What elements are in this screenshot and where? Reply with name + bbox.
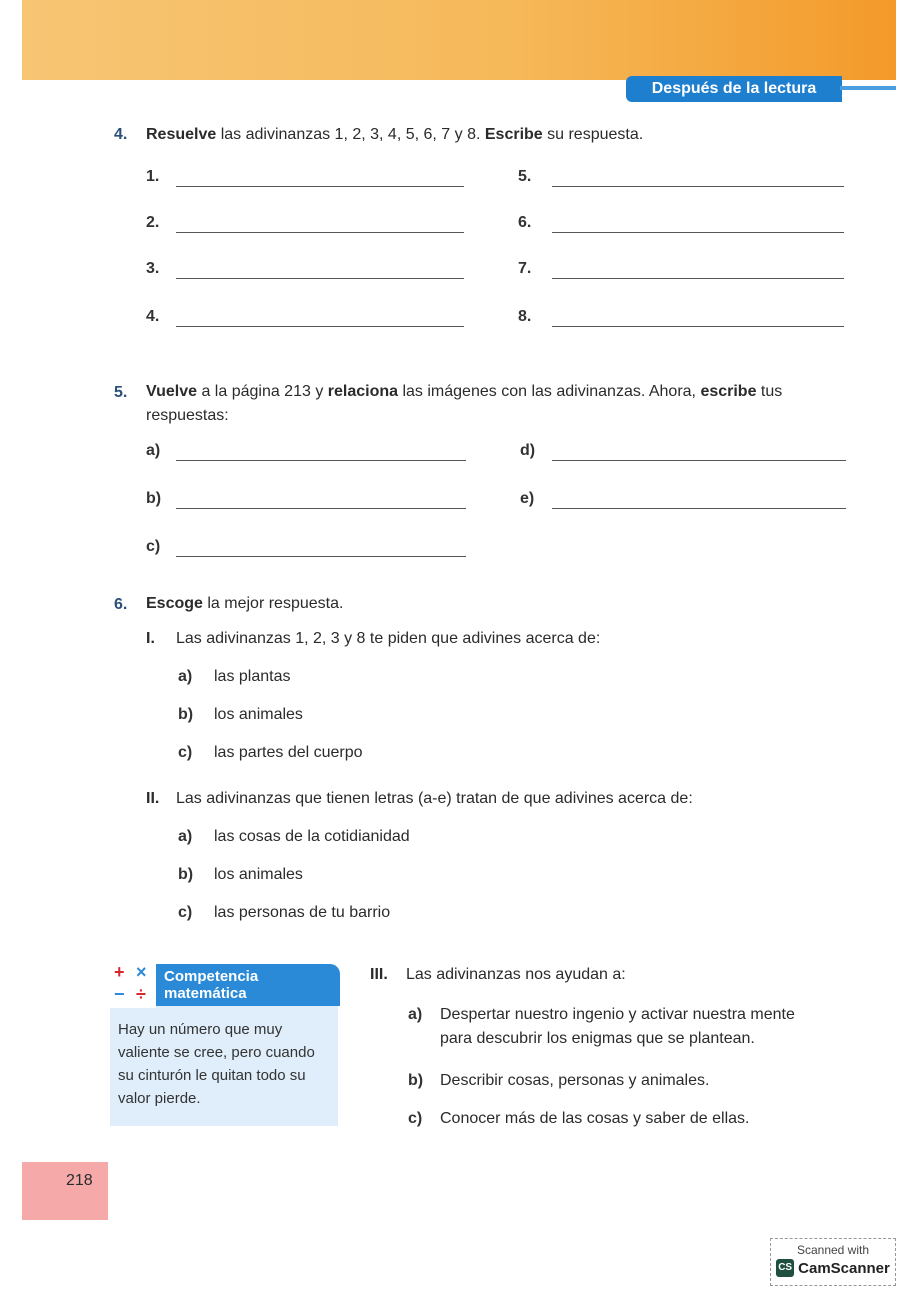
camscanner-brand bbox=[771, 1259, 895, 1277]
answer-label: 5. bbox=[518, 168, 532, 185]
option-letter: c) bbox=[408, 1110, 423, 1127]
answer-line[interactable] bbox=[176, 556, 466, 557]
q6-part-iii-numeral: III. bbox=[370, 966, 388, 983]
answer-label: 2. bbox=[146, 214, 160, 231]
answer-line[interactable] bbox=[552, 508, 846, 509]
option-letter: c) bbox=[178, 904, 193, 921]
answer-line[interactable] bbox=[552, 278, 844, 279]
option-text: los animales bbox=[214, 866, 303, 883]
q5-instruction bbox=[146, 380, 782, 404]
q4-text2: su respuesta. bbox=[542, 126, 644, 143]
q4-number: 4. bbox=[114, 126, 128, 143]
competencia-title-line2: matemática bbox=[164, 985, 247, 1002]
plus-icon: + bbox=[114, 962, 125, 982]
page-number: 218 bbox=[66, 1172, 93, 1189]
q4-verb2: Escribe bbox=[484, 126, 543, 143]
q5-verb1: Vuelve bbox=[146, 383, 197, 400]
q6-part-ii-numeral: II. bbox=[146, 790, 160, 807]
times-icon: × bbox=[136, 962, 147, 982]
divide-icon: ÷ bbox=[136, 984, 146, 1004]
answer-line[interactable] bbox=[552, 460, 846, 461]
option-text-line1: Despertar nuestro ingenio y activar nuestra mente bbox=[440, 1006, 795, 1023]
page-number-tab bbox=[22, 1162, 108, 1220]
q6-part-i-numeral: I. bbox=[146, 630, 155, 647]
option-letter: a) bbox=[408, 1006, 423, 1023]
header-band bbox=[22, 0, 896, 80]
answer-line[interactable] bbox=[176, 326, 464, 327]
answer-line[interactable] bbox=[552, 326, 844, 327]
answer-line[interactable] bbox=[552, 232, 844, 233]
q5-verb2: relaciona bbox=[327, 383, 399, 400]
q6-number: 6. bbox=[114, 596, 128, 613]
q6-iii-option-a[interactable] bbox=[408, 1004, 868, 1050]
answer-label: 8. bbox=[518, 308, 532, 325]
answer-label: 4. bbox=[146, 308, 160, 325]
option-text: las partes del cuerpo bbox=[214, 744, 363, 761]
q5-text1: a la página 213 y bbox=[197, 383, 328, 400]
answer-label: d) bbox=[520, 442, 536, 459]
answer-label: b) bbox=[146, 490, 162, 507]
camscanner-logo-icon: CS bbox=[776, 1259, 794, 1277]
answer-line[interactable] bbox=[176, 460, 466, 461]
minus-icon: − bbox=[114, 984, 125, 1004]
option-text: las cosas de la cotidianidad bbox=[214, 828, 410, 845]
q4-verb1: Resuelve bbox=[146, 126, 217, 143]
answer-label: 3. bbox=[146, 260, 160, 277]
q4-instruction bbox=[146, 123, 643, 147]
answer-label: a) bbox=[146, 442, 161, 459]
q6-text: la mejor respuesta. bbox=[202, 595, 344, 612]
answer-label: 1. bbox=[146, 168, 160, 185]
q5-instruction-line2: respuestas: bbox=[146, 407, 229, 424]
q5-number: 5. bbox=[114, 384, 128, 401]
q5-verb3: escribe bbox=[700, 383, 757, 400]
option-text: las personas de tu barrio bbox=[214, 904, 391, 921]
competencia-header bbox=[140, 964, 340, 1006]
option-letter: a) bbox=[178, 668, 193, 685]
camscanner-watermark bbox=[770, 1238, 896, 1286]
option-text: las plantas bbox=[214, 668, 291, 685]
math-symbols-icon bbox=[110, 962, 156, 1008]
q6-part-i-prompt: Las adivinanzas 1, 2, 3 y 8 te piden que adivines acerca de: bbox=[176, 630, 601, 647]
option-text: Describir cosas, personas y animales. bbox=[440, 1072, 710, 1089]
option-letter: b) bbox=[178, 866, 194, 883]
answer-line[interactable] bbox=[176, 278, 464, 279]
q6-part-iii-prompt: Las adivinanzas nos ayudan a: bbox=[406, 966, 626, 983]
q6-part-ii-prompt: Las adivinanzas que tienen letras (a-e) tratan de que adivines acerca de: bbox=[176, 790, 693, 807]
competencia-riddle: Hay un número que muy valiente se cree, pero cuando su cinturón le quitan todo su valor pierde. bbox=[118, 1021, 315, 1107]
answer-label: 6. bbox=[518, 214, 532, 231]
answer-line[interactable] bbox=[176, 508, 466, 509]
answer-label: 7. bbox=[518, 260, 532, 277]
q6-verb: Escoge bbox=[146, 595, 203, 612]
answer-line[interactable] bbox=[176, 232, 464, 233]
option-letter: c) bbox=[178, 744, 193, 761]
competencia-title-line1: Competencia bbox=[164, 968, 259, 985]
option-letter: a) bbox=[178, 828, 193, 845]
q5-text3: tus bbox=[756, 383, 783, 400]
camscanner-name: CamScanner bbox=[798, 1259, 890, 1277]
tab-tail bbox=[840, 86, 896, 90]
q4-text1: las adivinanzas 1, 2, 3, 4, 5, 6, 7 y 8. bbox=[216, 126, 485, 143]
option-letter: b) bbox=[178, 706, 194, 723]
option-letter: b) bbox=[408, 1072, 424, 1089]
answer-label: c) bbox=[146, 538, 161, 555]
answer-line[interactable] bbox=[176, 186, 464, 187]
section-tab bbox=[626, 76, 842, 102]
option-text: Conocer más de las cosas y saber de ellas. bbox=[440, 1110, 750, 1127]
scanned-with-label: Scanned with bbox=[796, 1243, 870, 1257]
answer-line[interactable] bbox=[552, 186, 844, 187]
section-tab-label: Después de la lectura bbox=[651, 80, 817, 97]
answer-label: e) bbox=[520, 490, 535, 507]
option-text-line2: para descubrir los enigmas que se plantean. bbox=[440, 1030, 755, 1047]
option-text: los animales bbox=[214, 706, 303, 723]
q5-text2: las imágenes con las adivinanzas. Ahora, bbox=[398, 383, 701, 400]
q6-instruction bbox=[146, 592, 343, 616]
